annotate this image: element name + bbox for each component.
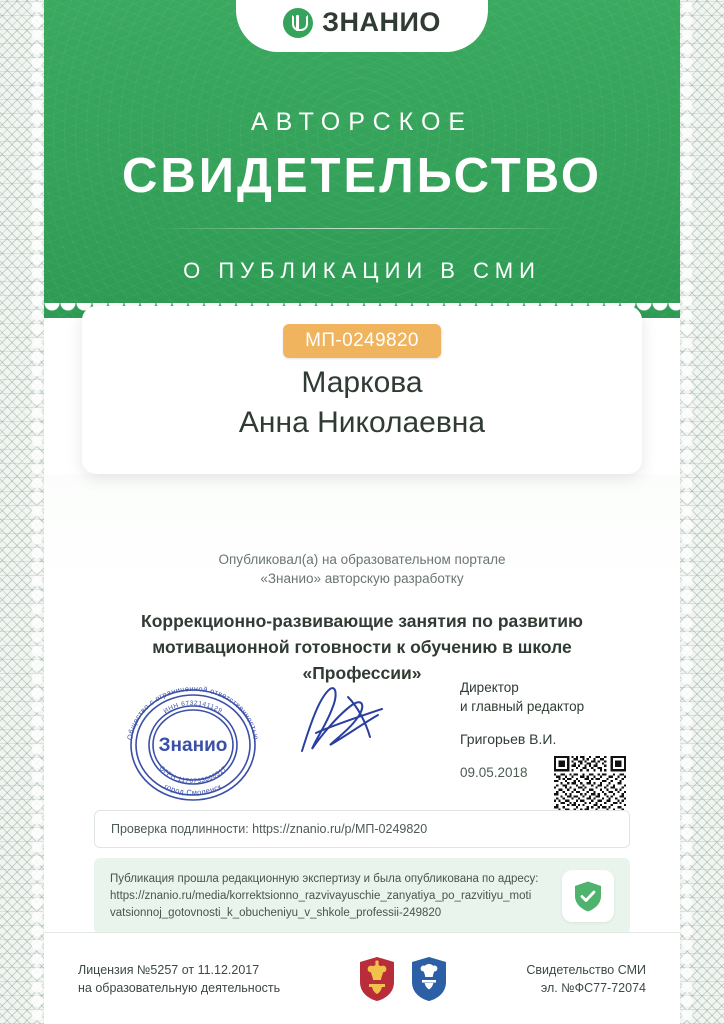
director-role-line1: Директор xyxy=(460,680,519,695)
footer-emblems xyxy=(356,955,450,1003)
recipient-surname: Маркова xyxy=(301,366,423,399)
svg-text:Общество с ограниченной ответс: Общество с ограниченной ответственностью xyxy=(125,683,261,741)
published-note xyxy=(44,550,680,588)
license-line1: Лицензия №5257 от 11.12.2017 xyxy=(78,962,260,977)
publication-text-line3[interactable]: vatsionnoj_gotovnosti_k_obucheniyu_v_shkole_professii-249820 xyxy=(110,906,442,919)
signature-mark xyxy=(286,679,396,769)
certificate-body xyxy=(44,474,680,932)
work-title-line1: Коррекционно-развивающие занятия по развитию xyxy=(141,611,583,631)
svg-text:ИНН 6732141129: ИНН 6732141129 xyxy=(162,699,224,716)
recipient-given-name: Анна Николаевна xyxy=(238,406,486,439)
certificate-footer xyxy=(44,932,680,1024)
published-note-line2: «Знанио» авторскую разработку xyxy=(260,571,464,586)
svg-text:Знанио: Знанио xyxy=(158,735,228,756)
published-note-line1: Опубликовал(а) на образовательном портале xyxy=(218,552,506,567)
brand-logo-text: ЗНАНИО xyxy=(322,7,441,37)
header-subtitle-bottom: О ПУБЛИКАЦИИ В СМИ xyxy=(183,258,541,283)
publication-panel xyxy=(94,858,630,934)
decorative-border-left xyxy=(0,0,44,1024)
director-role-line2: и главный редактор xyxy=(460,699,585,714)
work-title-line2: мотивационной готовности к обучению в школе xyxy=(152,637,572,657)
rosobrnadzor-emblem-icon xyxy=(408,955,450,1003)
svg-text:город Смоленск: город Смоленск xyxy=(162,781,224,798)
header-subtitle-top: АВТОРСКОЕ xyxy=(250,108,474,136)
svg-text:ОГРН 1176733008517: ОГРН 1176733008517 xyxy=(157,764,229,786)
decorative-border-right xyxy=(680,0,724,1024)
znanio-mark-icon xyxy=(283,8,313,38)
license-info xyxy=(78,961,280,997)
work-title xyxy=(72,608,652,686)
director-name: Григорьев В.И. xyxy=(460,731,557,747)
official-stamp xyxy=(112,682,274,808)
russian-coat-of-arms-icon xyxy=(356,955,398,1003)
publication-text-line1: Публикация прошла редакционную экспертизу и была опубликована по адресу: xyxy=(110,872,539,885)
shield-check-icon xyxy=(562,870,614,922)
certificate-number-badge: МП-0249820 xyxy=(283,324,441,358)
license-line2: на образовательную деятельность xyxy=(78,980,281,995)
header-title: СВИДЕТЕЛЬСТВО xyxy=(122,149,602,203)
publication-text-line2[interactable]: https://znanio.ru/media/korrektsionno_razvivayuschie_zanyatiya_po_razvitiyu_moti xyxy=(110,889,532,902)
verification-bar[interactable]: Проверка подлинности: https://znanio.ru/p/МП-0249820 xyxy=(94,810,630,848)
media-certificate-info xyxy=(526,961,646,997)
brand-logo xyxy=(236,0,488,52)
media-cert-line1: Свидетельство СМИ xyxy=(526,962,646,977)
publication-text xyxy=(110,871,550,922)
header-divider xyxy=(152,228,572,229)
media-cert-line2: эл. №ФС77-72074 xyxy=(540,980,646,995)
work-title-line3: «Профессии» xyxy=(302,663,422,683)
issue-date: 09.05.2018 xyxy=(460,765,528,780)
